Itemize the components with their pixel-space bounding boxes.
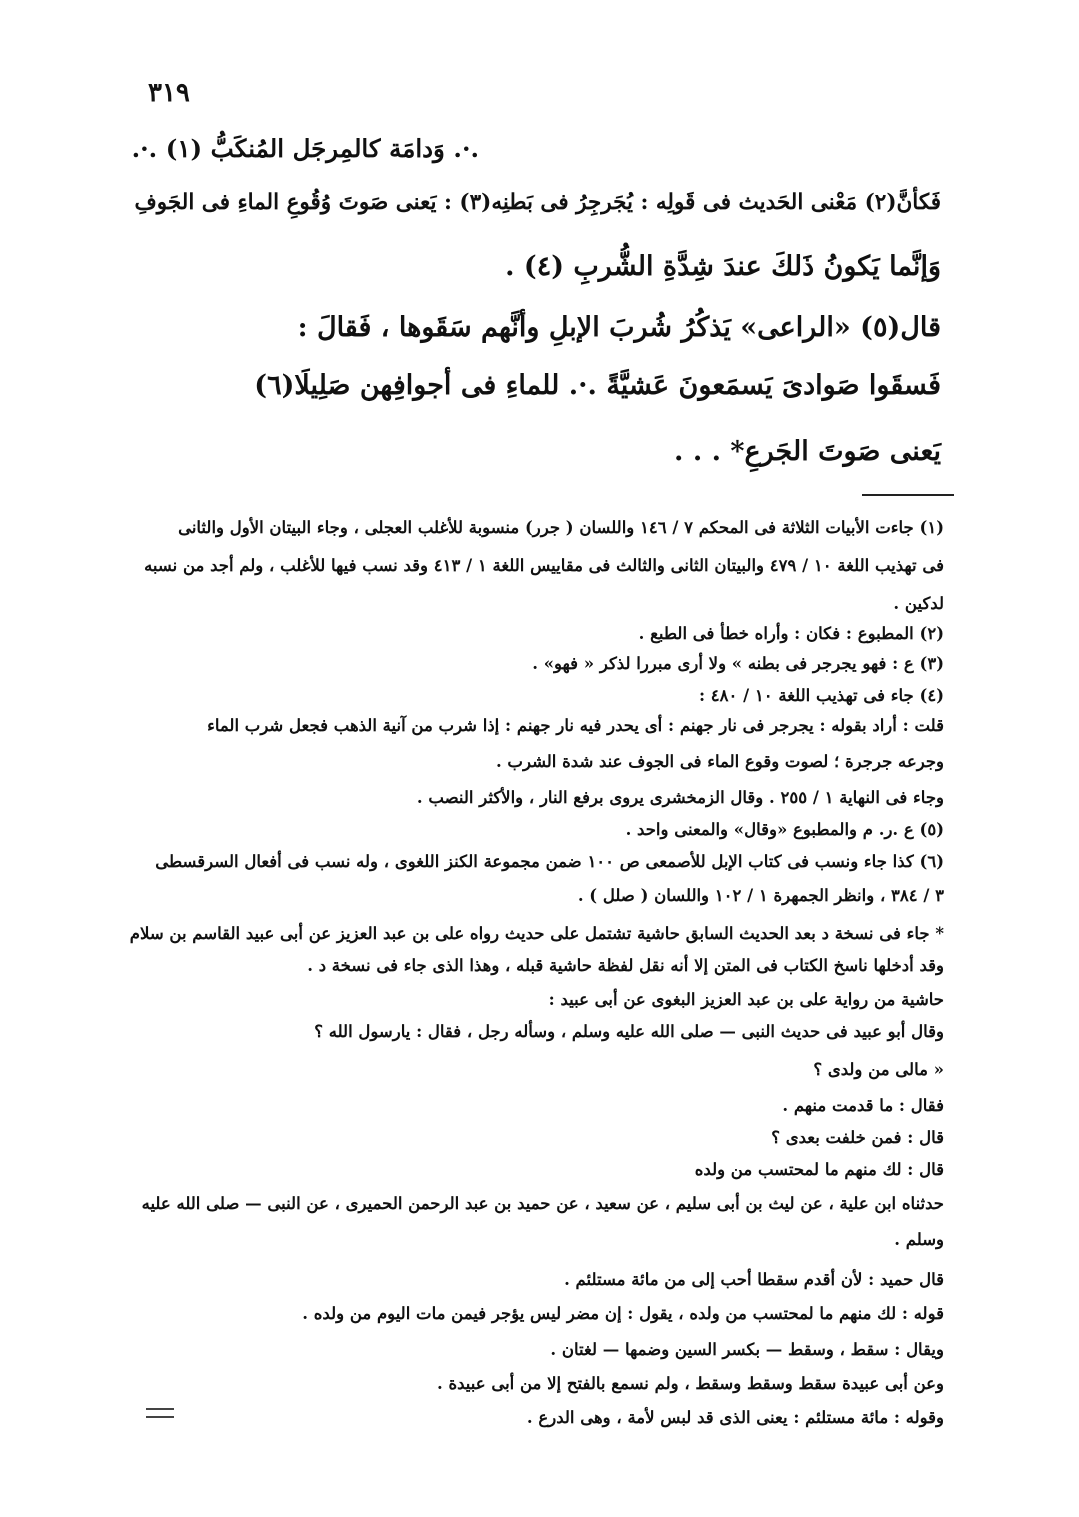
hashiya-line-13: وقوله : مائة مستلئم : يعنى الذى قد لبس لأمة ، وهى الدرع . xyxy=(526,1408,944,1427)
hashiya-line-5: قال : فمن خلفت بعدى ؟ xyxy=(771,1128,944,1147)
hashiya-line-12: وعن أبى عبيدة سقط وسقط وسقط ، ولم نسمع بالفتح إلا من أبى عبيدة . xyxy=(436,1374,944,1393)
footnote-star-line-a: * جاء فى نسخة د بعد الحديث السابق حاشية تشتمل على حديث رواه على بن عبد العزيز عن أبى عبيد القاسم بن سلام xyxy=(129,924,944,943)
hashiya-line-9: قال حميد : لأن أقدم سقطا أحب إلى من مائة مستلئم . xyxy=(564,1270,944,1289)
main-text-line-4: قال(٥) «الراعى» يَذكُرُ شُربَ الإبلِ وأنَّهم سَقَوها ، فَقالَ : xyxy=(297,312,941,343)
hashiya-line-7: حدثناه ابن علية ، عن ليث بن أبى سليم ، عن سعيد ، عن حميد بن عبد الرحمن الحميرى ، عن النبى — صلى الله عليه xyxy=(141,1194,944,1213)
footnote-4-line-a: قلت : أراد بقوله : يجرجر فى نار جهنم : أى يحدر فيه نار جهنم : إذا شرب من آنية الذهب فجعل شرب الماء xyxy=(207,716,944,735)
footnote-6-line-b: ٣ / ٣٨٤ ، وانظر الجمهرة ١ / ١٠٢ واللسان ( صلل ) . xyxy=(577,886,944,905)
footnote-separator xyxy=(862,494,954,496)
verse-line-5: فَسقَوا صَوادىَ يَسمَعونَ عَشيَّةً .·. للماءِ فى أجوافِهن صَلِيلَا(٦) xyxy=(254,370,941,401)
hashiya-line-2: وقال أبو عبيد فى حديث النبى — صلى الله عليه وسلم ، وسأله رجل ، فقال : يارسول الله ؟ xyxy=(314,1022,944,1041)
hashiya-line-11: ويقال : سقط ، وسقط — بكسر السين وضمها — لغتان . xyxy=(550,1340,944,1359)
footnote-2: (٢) المطبوع : فكان : وأراه خطأ فى الطبع . xyxy=(638,624,944,643)
footnote-1-line-c: لدكين . xyxy=(893,594,944,613)
footnote-4-line-b: وجرعه جرجرة ؛ لصوت وقوع الماء فى الجوف عند شدة الشرب . xyxy=(495,752,944,771)
hashiya-line-6: قال : لك منهم ما لمحتسب من ولده xyxy=(694,1160,944,1179)
page-number: ٣١٩ xyxy=(148,78,190,108)
verse-line-1: .·. وَدامَة كالمِرجَل المُنكَبُّ (١) .·. xyxy=(131,134,479,163)
footnote-1-line-a: (١) جاءت الأبيات الثلاثة فى المحكم ٧ / ١٤٦ واللسان ( جرر) منسوبة للأغلب العجلى ، وجاء البيتان الأول والثانى xyxy=(178,518,944,537)
footnote-1-line-b: فى تهذيب اللغة ١٠ / ٤٧٩ والبيتان الثانى والثالث فى مقاييس اللغة ١ / ٤١٣ وقد نسب فيها للأغلب ، ولم أجد من نسبه xyxy=(144,556,944,575)
hashiya-line-3: « مالى من ولدى ؟ xyxy=(813,1060,944,1079)
footnote-4: (٤) جاء فى تهذيب اللغة ١٠ / ٤٨٠ : xyxy=(698,686,944,705)
main-text-line-6: يَعنى صَوتَ الجَرعِ* . . . xyxy=(674,436,941,467)
main-text-line-3: وَإنَّما يَكونُ ذَلكَ عندَ شِدَّةِ الشُّربِ (٤) . xyxy=(505,251,941,282)
hashiya-line-10: قوله : لك منهم ما لمحتسب من ولده ، يقول : إن مضر ليس يؤجر فيمن مات اليوم من ولده . xyxy=(302,1304,944,1323)
hashiya-line-1: حاشية من رواية على بن عبد العزيز البغوى عن أبى عبيد : xyxy=(548,990,944,1009)
footnote-5: (٥) ع .ر. م والمطبوع «وقال» والمعنى واحد . xyxy=(625,820,944,839)
footnote-6-line-a: (٦) كذا جاء ونسب فى كتاب الإبل للأصمعى ص ١٠٠ ضمن مجموعة الكنز اللغوى ، وله نسب فى أفعال السرقسطى xyxy=(155,852,944,871)
margin-mark xyxy=(146,1408,174,1418)
main-text-line-2: فَكأنَّ(٢) مَعْنى الحَديث فى قَولِه : يُجَرجِرُ فى بَطنِه(٣) : يَعنى صَوتَ وُقُوعِ الماءِ فى الجَوفِ xyxy=(134,190,941,215)
footnote-3: (٣) ع : فهو يجرجر فى بطنه » ولا أرى مبررا لذكر « فهو» . xyxy=(532,654,944,673)
footnote-4-line-c: وجاء فى النهاية ١ / ٢٥٥ . وقال الزمخشرى يروى برفع النار ، والأكثر النصب . xyxy=(416,788,944,807)
hashiya-line-8: وسلم . xyxy=(894,1230,944,1249)
hashiya-line-4: فقال : ما قدمت منهم . xyxy=(782,1096,944,1115)
footnote-star-line-b: وقد أدخلها ناسخ الكتاب فى المتن إلا أنه نقل لفظة حاشية قبله ، وهذا الذى جاء فى نسخة د . xyxy=(307,956,944,975)
